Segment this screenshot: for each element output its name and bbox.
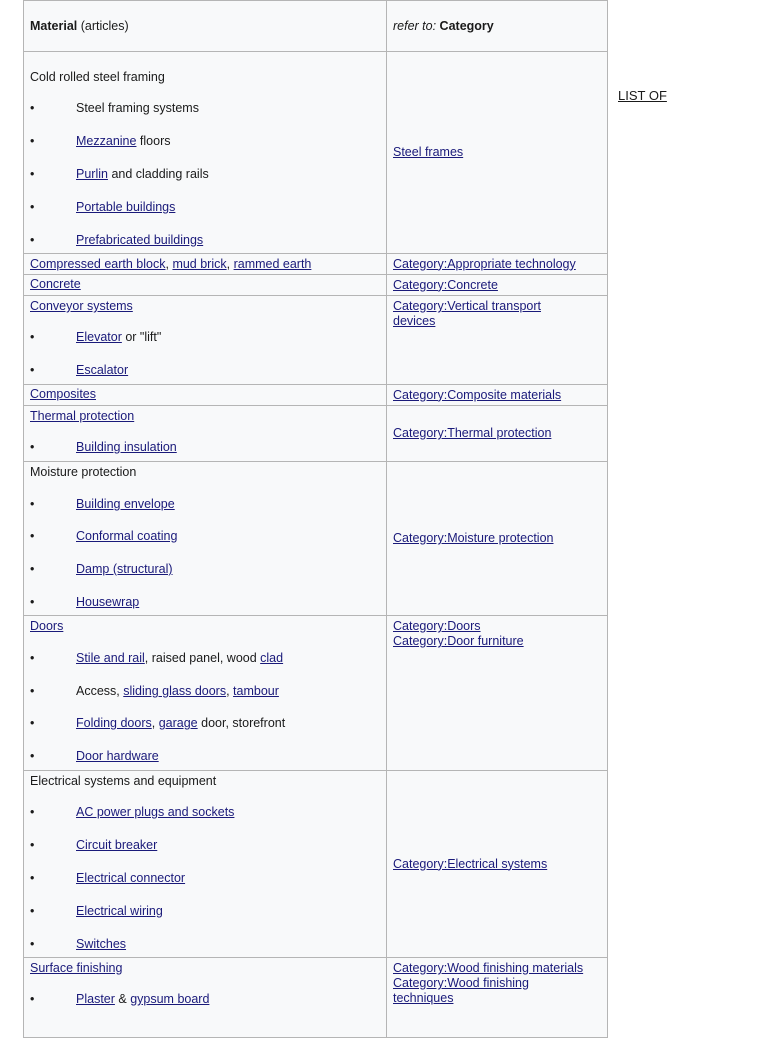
category-cell bbox=[387, 275, 608, 296]
table-header-row bbox=[24, 1, 608, 52]
article-link[interactable]: Housewrap bbox=[76, 595, 140, 609]
article-link[interactable]: mud brick bbox=[172, 256, 227, 271]
category-link[interactable]: Category:Concrete bbox=[393, 277, 498, 292]
article-link[interactable]: gypsum board bbox=[130, 992, 210, 1006]
category-link[interactable]: Category:Door furniture bbox=[393, 634, 524, 648]
article-link[interactable]: Electrical wiring bbox=[76, 904, 163, 918]
category-link[interactable]: Category:Composite materials bbox=[393, 387, 562, 402]
list-item bbox=[30, 937, 370, 952]
bullet-icon: • bbox=[30, 167, 35, 181]
list-item bbox=[30, 233, 370, 248]
material-heading-link[interactable]: Doors bbox=[30, 619, 64, 633]
list-item-text bbox=[76, 497, 175, 512]
list-item bbox=[30, 749, 370, 764]
table-row bbox=[24, 275, 608, 296]
list-item-text bbox=[76, 562, 173, 577]
category-link[interactable]: Category:Wood finishing techniques bbox=[393, 976, 529, 1005]
table-row bbox=[24, 462, 608, 616]
material-cell bbox=[24, 462, 387, 616]
header-material bbox=[24, 1, 387, 52]
bullet-icon: • bbox=[30, 363, 35, 377]
category-link[interactable]: Category:Appropriate technology bbox=[393, 256, 576, 271]
bullet-icon: • bbox=[30, 749, 35, 763]
material-cell bbox=[24, 616, 387, 771]
list-item-text bbox=[76, 838, 157, 853]
list-item bbox=[30, 363, 370, 378]
bullet-icon: • bbox=[30, 805, 35, 819]
article-link[interactable]: Electrical connector bbox=[76, 871, 186, 885]
list-item bbox=[30, 805, 370, 820]
category-link[interactable]: Category:Doors bbox=[393, 619, 481, 633]
list-item bbox=[30, 134, 370, 149]
article-link[interactable]: AC power plugs and sockets bbox=[76, 805, 235, 819]
article-link[interactable]: Stile and rail bbox=[76, 651, 145, 665]
category-cell bbox=[387, 616, 608, 771]
plain-text: Steel framing systems bbox=[76, 101, 199, 115]
list-item bbox=[30, 200, 370, 215]
plain-text: , bbox=[226, 256, 234, 271]
list-item bbox=[30, 838, 370, 853]
material-cell bbox=[24, 254, 387, 275]
list-item bbox=[30, 904, 370, 919]
list-item-text bbox=[76, 595, 139, 610]
article-link[interactable]: Damp (structural) bbox=[76, 562, 173, 576]
article-link[interactable]: Conformal coating bbox=[76, 529, 178, 543]
material-cell bbox=[24, 958, 387, 1038]
article-link[interactable]: garage bbox=[158, 716, 198, 730]
plain-text: door, storefront bbox=[197, 716, 286, 730]
bullet-icon: • bbox=[30, 562, 35, 576]
list-item bbox=[30, 101, 370, 116]
bullet-icon: • bbox=[30, 838, 35, 852]
category-cell bbox=[387, 52, 608, 254]
bullet-icon: • bbox=[30, 134, 35, 148]
table-row bbox=[24, 958, 608, 1038]
table-body bbox=[24, 1, 608, 1038]
list-item-text bbox=[76, 871, 185, 886]
material-heading-link[interactable]: Conveyor systems bbox=[30, 299, 133, 313]
category-cell bbox=[387, 254, 608, 275]
list-item bbox=[30, 330, 370, 345]
category-cell bbox=[387, 385, 608, 406]
list-item bbox=[30, 651, 370, 666]
article-link[interactable]: Mezzanine bbox=[76, 134, 137, 148]
list-item-text bbox=[76, 716, 285, 731]
bullet-icon: • bbox=[30, 497, 35, 511]
list-item-text bbox=[76, 992, 209, 1007]
category-cell bbox=[387, 296, 608, 385]
article-link[interactable]: Circuit breaker bbox=[76, 838, 158, 852]
list-item bbox=[30, 684, 370, 699]
list-item-text bbox=[76, 937, 126, 952]
list-item bbox=[30, 529, 370, 544]
bullet-icon: • bbox=[30, 716, 35, 730]
article-link[interactable]: Compressed earth block bbox=[30, 256, 166, 271]
bullet-icon: • bbox=[30, 529, 35, 543]
material-cell bbox=[24, 771, 387, 958]
article-link[interactable]: Elevator bbox=[76, 330, 122, 344]
header-material-suffix: (articles) bbox=[77, 18, 129, 33]
header-category-label: Category bbox=[439, 18, 494, 33]
table-row bbox=[24, 254, 608, 275]
plain-text: , raised panel, wood bbox=[144, 651, 261, 665]
article-link[interactable]: Portable buildings bbox=[76, 200, 176, 214]
plain-text: , bbox=[151, 716, 159, 730]
material-heading: Moisture protection bbox=[30, 465, 137, 479]
plain-text: & bbox=[114, 992, 131, 1006]
list-item-text bbox=[76, 101, 199, 116]
material-cell bbox=[24, 275, 387, 296]
material-cell bbox=[24, 406, 387, 462]
table-row bbox=[24, 616, 608, 771]
material-heading: Cold rolled steel framing bbox=[30, 70, 165, 84]
article-link[interactable]: Plaster bbox=[76, 992, 115, 1006]
bullet-icon: • bbox=[30, 330, 35, 344]
bullet-icon: • bbox=[30, 871, 35, 885]
category-cell bbox=[387, 462, 608, 616]
plain-text: Access, bbox=[76, 684, 124, 698]
header-category bbox=[387, 1, 608, 52]
table-row bbox=[24, 406, 608, 462]
material-cell bbox=[24, 296, 387, 385]
list-item-text bbox=[76, 134, 171, 149]
list-item bbox=[30, 992, 370, 1007]
list-item-text bbox=[76, 749, 159, 764]
list-item-text bbox=[76, 363, 128, 378]
bullet-icon: • bbox=[30, 651, 35, 665]
list-item-text bbox=[76, 200, 175, 215]
category-cell bbox=[387, 771, 608, 958]
list-item bbox=[30, 440, 370, 455]
list-item bbox=[30, 167, 370, 182]
header-refer-label: refer to: bbox=[393, 18, 440, 33]
list-item-text bbox=[76, 684, 279, 699]
plain-text: , bbox=[165, 256, 173, 271]
list-item-text bbox=[76, 904, 163, 919]
material-heading-link[interactable]: Composites bbox=[30, 387, 96, 401]
category-cell bbox=[387, 958, 608, 1038]
list-item bbox=[30, 562, 370, 577]
list-item-text bbox=[76, 330, 161, 345]
article-link[interactable]: tambour bbox=[233, 684, 279, 698]
material-heading-link[interactable]: Thermal protection bbox=[30, 409, 135, 423]
bullet-icon: • bbox=[30, 101, 35, 115]
materials-table bbox=[23, 0, 608, 1038]
article-link[interactable]: clad bbox=[260, 651, 284, 665]
bullet-icon: • bbox=[30, 937, 35, 951]
bullet-icon: • bbox=[30, 992, 35, 1006]
list-item bbox=[30, 497, 370, 512]
article-link[interactable]: Door hardware bbox=[76, 749, 159, 763]
article-link[interactable]: Building insulation bbox=[76, 440, 177, 454]
list-item-text bbox=[76, 529, 177, 544]
article-link[interactable]: Escalator bbox=[76, 363, 129, 377]
material-heading-link[interactable]: Concrete bbox=[30, 277, 81, 291]
article-link[interactable]: Purlin bbox=[76, 167, 108, 181]
category-link[interactable]: Category:Wood finishing materials bbox=[393, 961, 584, 975]
list-item bbox=[30, 871, 370, 886]
material-cell bbox=[24, 385, 387, 406]
material-heading-link[interactable]: Surface finishing bbox=[30, 961, 123, 975]
article-link[interactable]: sliding glass doors bbox=[123, 684, 227, 698]
article-link[interactable]: Prefabricated buildings bbox=[76, 233, 204, 247]
bullet-icon: • bbox=[30, 200, 35, 214]
category-link[interactable]: Category:Electrical systems bbox=[393, 856, 548, 871]
bullet-icon: • bbox=[30, 440, 35, 454]
material-heading: Electrical systems and equipment bbox=[30, 774, 217, 788]
plain-text: and cladding rails bbox=[107, 167, 209, 181]
material-cell bbox=[24, 52, 387, 254]
table-row bbox=[24, 52, 608, 254]
plain-text: , bbox=[226, 684, 234, 698]
article-link[interactable]: rammed earth bbox=[233, 256, 312, 271]
category-link[interactable]: Category:Moisture protection bbox=[393, 531, 554, 545]
list-of-link[interactable]: LIST OF bbox=[618, 88, 667, 103]
bullet-icon: • bbox=[30, 684, 35, 698]
list-item-text bbox=[76, 651, 283, 666]
list-item-text bbox=[76, 440, 177, 455]
list-item-text bbox=[76, 167, 209, 182]
table-row bbox=[24, 296, 608, 385]
list-item bbox=[30, 595, 370, 610]
bullet-icon: • bbox=[30, 595, 35, 609]
list-item-text bbox=[76, 805, 234, 820]
table-row bbox=[24, 385, 608, 406]
bullet-icon: • bbox=[30, 904, 35, 918]
category-link[interactable]: Steel frames bbox=[393, 145, 464, 159]
list-item bbox=[30, 716, 370, 731]
article-link[interactable]: Switches bbox=[76, 937, 127, 951]
plain-text: or "lift" bbox=[121, 330, 162, 344]
category-link[interactable]: Category:Thermal protection bbox=[393, 426, 552, 440]
article-link[interactable]: Folding doors bbox=[76, 716, 152, 730]
category-cell bbox=[387, 406, 608, 462]
list-item-text bbox=[76, 233, 203, 248]
header-material-label: Material bbox=[30, 18, 78, 33]
table-row bbox=[24, 771, 608, 958]
category-link[interactable]: Category:Vertical transport devices bbox=[393, 299, 541, 328]
bullet-icon: • bbox=[30, 233, 35, 247]
article-link[interactable]: Building envelope bbox=[76, 497, 175, 511]
plain-text: floors bbox=[136, 134, 171, 148]
